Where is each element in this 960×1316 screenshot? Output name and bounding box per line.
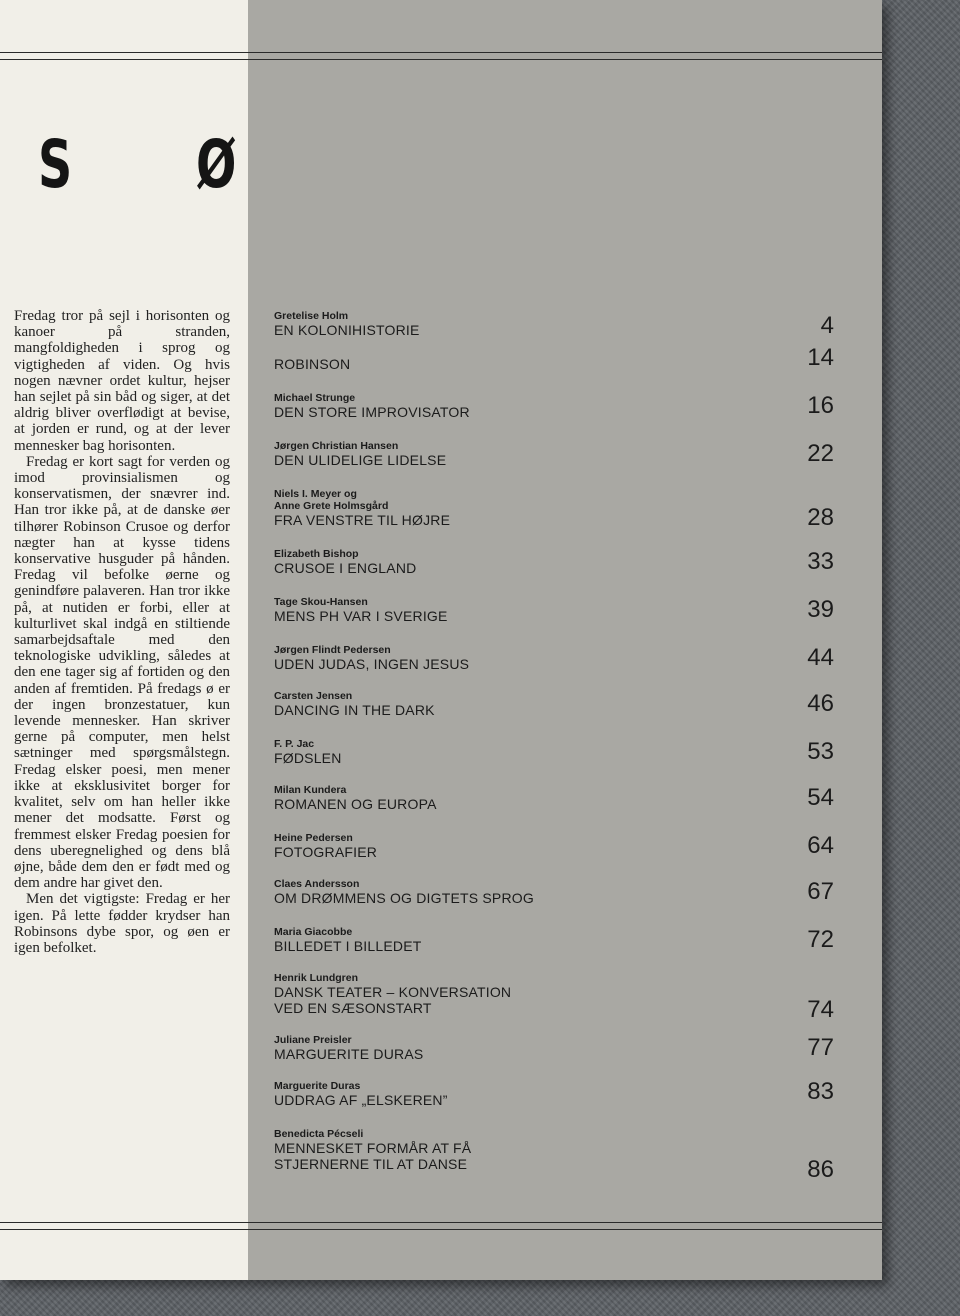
toc-entry xyxy=(274,832,834,860)
toc-title: DANSK TEATER – KONVERSATION xyxy=(274,984,512,1000)
toc-entry xyxy=(274,926,834,954)
toc-author: Tage Skou-Hansen xyxy=(274,596,368,608)
toc-page-number: 46 xyxy=(807,690,834,717)
toc-title: UDEN JUDAS, INGEN JESUS xyxy=(274,656,470,672)
toc-author: Anne Grete Holmsgård xyxy=(274,500,389,512)
toc-author: Benedicta Pécseli xyxy=(274,1128,364,1140)
toc-entry xyxy=(274,738,834,766)
toc-author: Henrik Lundgren xyxy=(274,972,359,984)
toc-author: Michael Strunge xyxy=(274,392,356,404)
toc-author: Gretelise Holm xyxy=(274,310,349,322)
toc-author: Elizabeth Bishop xyxy=(274,548,359,560)
editorial-text xyxy=(14,308,230,956)
toc-title: CRUSOE I ENGLAND xyxy=(274,560,417,576)
toc-page-number: 33 xyxy=(807,548,834,575)
toc-page-number: 53 xyxy=(807,738,834,765)
toc-title: ROMANEN OG EUROPA xyxy=(274,796,437,812)
toc-page-number: 16 xyxy=(807,392,834,419)
toc-title: STJERNERNE TIL AT DANSE xyxy=(274,1156,468,1172)
toc-page-number: 54 xyxy=(807,784,834,811)
toc-page-number: 74 xyxy=(807,996,834,1023)
toc-entry xyxy=(274,644,834,672)
toc-page-number: 83 xyxy=(807,1078,834,1105)
toc-entry xyxy=(274,596,834,624)
toc-page-number: 44 xyxy=(807,644,834,671)
masthead-letter-s: S xyxy=(38,126,73,203)
bottom-rule xyxy=(0,1229,882,1230)
toc-entry xyxy=(274,972,834,1023)
toc-author: Jørgen Flindt Pedersen xyxy=(274,644,391,656)
toc-author: Maria Giacobbe xyxy=(274,926,353,938)
bottom-rule-inner xyxy=(0,1222,882,1223)
toc-title: DEN ULIDELIGE LIDELSE xyxy=(274,452,447,468)
toc-page-number: 77 xyxy=(807,1034,834,1061)
top-rule-inner xyxy=(0,59,882,60)
toc-author: Milan Kundera xyxy=(274,784,347,796)
toc-entry xyxy=(274,1128,834,1183)
toc-author: F. P. Jac xyxy=(274,738,315,750)
toc-entry xyxy=(274,1080,834,1108)
toc-author: Juliane Preisler xyxy=(274,1034,352,1046)
toc-entry xyxy=(274,392,834,420)
toc-title: OM DRØMMENS OG DIGTETS SPROG xyxy=(274,890,534,906)
toc-title: MENNESKET FORMÅR AT FÅ xyxy=(274,1140,472,1156)
toc-title: BILLEDET I BILLEDET xyxy=(274,938,422,954)
toc-title: FØDSLEN xyxy=(274,750,342,766)
toc-page-number: 67 xyxy=(807,878,834,905)
toc-entry xyxy=(274,878,834,906)
toc-author: Niels I. Meyer og xyxy=(274,488,357,500)
toc-entry xyxy=(274,1034,834,1062)
toc-page-number: 86 xyxy=(807,1156,834,1183)
toc-page-number: 72 xyxy=(807,926,834,953)
toc-title: VED EN SÆSONSTART xyxy=(274,1000,432,1016)
toc-entry xyxy=(274,488,834,531)
toc-title: DEN STORE IMPROVISATOR xyxy=(274,404,470,420)
toc-page-number: 28 xyxy=(807,504,834,531)
toc-author: Claes Andersson xyxy=(274,878,360,890)
toc-page-number: 14 xyxy=(807,344,834,371)
toc-page-number: 64 xyxy=(807,832,834,859)
top-rule xyxy=(0,52,882,53)
toc-title: FRA VENSTRE TIL HØJRE xyxy=(274,512,451,528)
toc-entry xyxy=(274,344,834,372)
toc-title: UDDRAG AF „ELSKEREN” xyxy=(274,1092,448,1108)
toc-entry xyxy=(274,548,834,576)
toc-title: EN KOLONIHISTORIE xyxy=(274,322,420,338)
toc-title: FOTOGRAFIER xyxy=(274,844,378,860)
toc-page-number: 39 xyxy=(807,596,834,623)
toc-entry xyxy=(274,440,834,468)
toc-author: Carsten Jensen xyxy=(274,690,353,702)
toc-title: MENS PH VAR I SVERIGE xyxy=(274,608,448,624)
toc-page-number: 4 xyxy=(820,312,834,339)
toc-title: ROBINSON xyxy=(274,356,351,372)
toc-entry xyxy=(274,310,834,338)
editorial-paragraph: Fredag tror på sejl i horisonten og kanoer på stranden, mangfoldigheden i sprog og vigtigheden af viden. Og hvis nogen nævner ordet kultur, hejser han sejlet på sin båd og siger, at det aldrig bliver overflødigt at bevise, at jorden er rund, og at der lever mennesker bag horisonten. xyxy=(14,308,230,454)
toc-author: Marguerite Duras xyxy=(274,1080,361,1092)
toc-page-number: 22 xyxy=(807,440,834,467)
toc-entry xyxy=(274,784,834,812)
toc-title: MARGUERITE DURAS xyxy=(274,1046,424,1062)
editorial-paragraph: Men det vigtigste: Fredag er her igen. På lette fødder krydser han Robinsons dybe spor, og øen er igen befolket. xyxy=(14,891,230,956)
toc-entry xyxy=(274,690,834,718)
masthead-letter-oe: Ø xyxy=(196,126,237,203)
editorial-paragraph: Fredag er kort sagt for verden og imod provinsialismen og konservatismen, der snævrer ind. Han tror ikke på, at de danske øer tilhører Robinson Crusoe og derfor nægter han at kysse tidens konservative husguder på hånden. Fredag vil befolke øerne og genindføre palaveren. Han tror ikke på, at nutiden er forbi, eller at kulturlivet skal indgå en stiltiende samarbejdsaftale med den teknologiske udvikling, således at den ene tager sig af fortiden og den anden af fremtiden. På fredags ø er der ingen bronzestatuer, kun levende mennesker. Han skriver gerne på computer, men helst sætninger med spørgsmålstegn. Fredag elsker poesi, men mener ikke at eksklusivitet borger for kvalitet, selv om han heller ikke mener det modsatte. Først og fremmest elsker Fredag poesien for dens uberegnelighed og dens blå øjne, både dem den er født med og dem andre har givet den. xyxy=(14,453,230,892)
toc-title: DANCING IN THE DARK xyxy=(274,702,435,718)
toc-author: Jørgen Christian Hansen xyxy=(274,440,399,452)
toc-author: Heine Pedersen xyxy=(274,832,353,844)
